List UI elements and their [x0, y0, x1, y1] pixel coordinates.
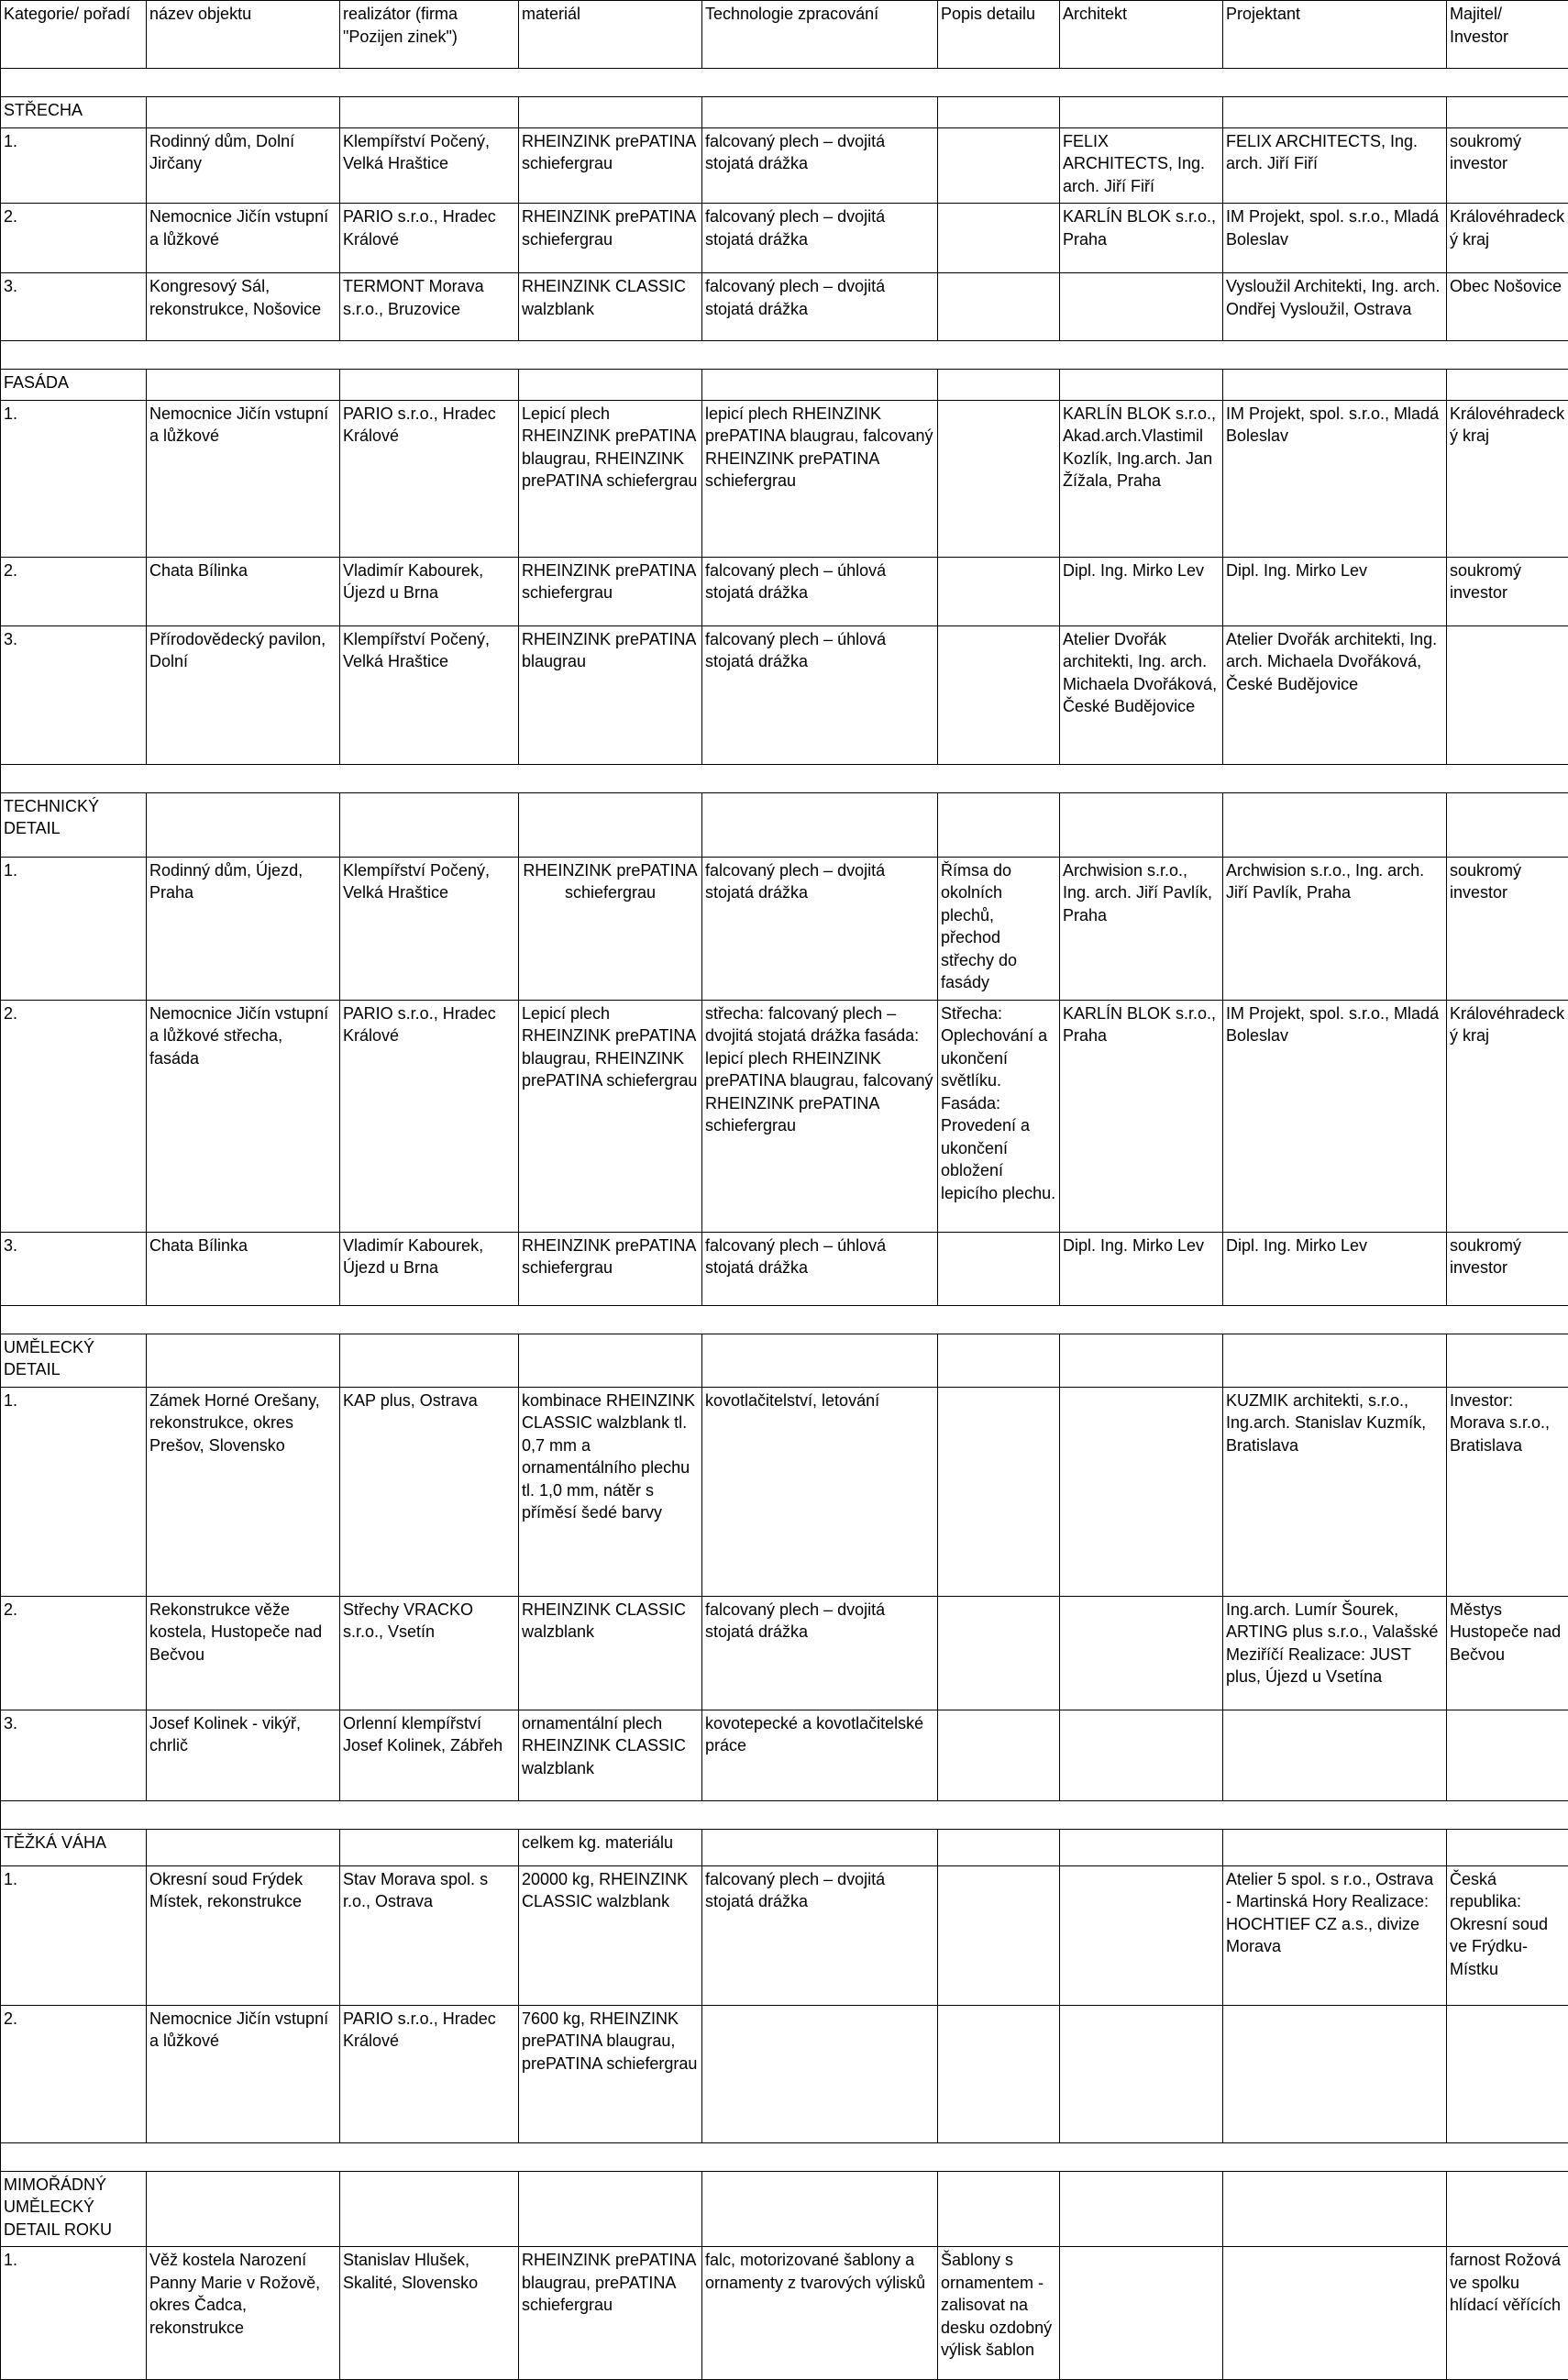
cell-owner: Královéhradecký kraj	[1447, 204, 1568, 273]
empty-cell	[702, 792, 938, 857]
empty-cell	[519, 792, 702, 857]
cell-owner	[1447, 1710, 1568, 1800]
cell-owner: Královéhradecký kraj	[1447, 400, 1568, 557]
cell-material: RHEINZINK prePATINA schiefergrau	[519, 1232, 702, 1305]
cell-technology: falcovaný plech – dvojitá stojatá drážka	[702, 1865, 938, 2005]
empty-cell	[340, 97, 519, 128]
cell-architect: Dipl. Ing. Mirko Lev	[1060, 557, 1223, 625]
empty-cell	[519, 2171, 702, 2247]
cell-category: 3.	[1, 1710, 147, 1800]
header-designer: Projektant	[1223, 1, 1447, 69]
cell-contractor: PARIO s.r.o., Hradec Králové	[340, 2005, 519, 2142]
cell-owner: soukromý investor	[1447, 557, 1568, 625]
cell-architect: Atelier Dvořák architekti, Ing. arch. Michaela Dvořáková, České Budějovice	[1060, 625, 1223, 764]
empty-cell	[938, 370, 1060, 401]
cell-object-name: Nemocnice Jičín vstupní a lůžkové	[147, 400, 340, 557]
section-head-material: celkem kg. materiálu	[519, 1829, 702, 1865]
empty-cell	[1223, 97, 1447, 128]
table-row	[1, 400, 1568, 557]
cell-category: 1.	[1, 127, 147, 204]
cell-owner: Česká republika: Okresní soud ve Frýdku-Místku	[1447, 1865, 1568, 2005]
cell-contractor: Střechy VRACKO s.r.o., Vsetín	[340, 1596, 519, 1710]
cell-object-name: Chata Bílinka	[147, 1232, 340, 1305]
cell-architect	[1060, 1387, 1223, 1596]
empty-cell	[340, 2171, 519, 2247]
gap-cell	[1, 1305, 1568, 1334]
section-title: STŘECHA	[1, 97, 147, 128]
empty-cell	[147, 1334, 340, 1387]
cell-technology: falcovaný plech – úhlová stojatá drážka	[702, 625, 938, 764]
cell-technology: kovotlačitelství, letování	[702, 1387, 938, 1596]
cell-category: 3.	[1, 625, 147, 764]
cell-contractor: Stav Morava spol. s r.o., Ostrava	[340, 1865, 519, 2005]
empty-cell	[519, 370, 702, 401]
section-title: TĚŽKÁ VÁHA	[1, 1829, 147, 1865]
table-row	[1, 1232, 1568, 1305]
cell-designer: Dipl. Ing. Mirko Lev	[1223, 557, 1447, 625]
cell-object-name: Chata Bílinka	[147, 557, 340, 625]
cell-detail	[938, 2005, 1060, 2142]
cell-detail	[938, 1596, 1060, 1710]
cell-detail: Římsa do okolních plechů, přechod střechy do fasády	[938, 857, 1060, 1000]
cell-detail	[938, 127, 1060, 204]
empty-cell	[1447, 792, 1568, 857]
cell-contractor: PARIO s.r.o., Hradec Králové	[340, 204, 519, 273]
cell-object-name: Rekonstrukce věže kostela, Hustopeče nad Bečvou	[147, 1596, 340, 1710]
cell-technology: kovotepecké a kovotlačitelské práce	[702, 1710, 938, 1800]
cell-architect: KARLÍN BLOK s.r.o., Praha	[1060, 204, 1223, 273]
section-title: UMĚLECKÝ DETAIL	[1, 1334, 147, 1387]
empty-cell	[938, 97, 1060, 128]
empty-cell	[702, 2171, 938, 2247]
empty-cell	[1223, 792, 1447, 857]
cell-material: Lepicí plech RHEINZINK prePATINA blaugrau, RHEINZINK prePATINA schiefergrau	[519, 1000, 702, 1232]
empty-cell	[702, 97, 938, 128]
cell-architect	[1060, 2247, 1223, 2380]
cell-architect	[1060, 273, 1223, 341]
cell-object-name: Nemocnice Jičín vstupní a lůžkové	[147, 2005, 340, 2142]
empty-cell	[1060, 1334, 1223, 1387]
empty-cell	[1447, 2171, 1568, 2247]
empty-cell	[340, 1334, 519, 1387]
empty-cell	[1060, 792, 1223, 857]
table-row	[1, 1865, 1568, 2005]
empty-cell	[147, 97, 340, 128]
empty-cell	[1447, 97, 1568, 128]
cell-material: ornamentální plech RHEINZINK CLASSIC walzblank	[519, 1710, 702, 1800]
cell-category: 3.	[1, 273, 147, 341]
gap-cell	[1, 341, 1568, 370]
cell-object-name: Rodinný dům, Újezd, Praha	[147, 857, 340, 1000]
cell-designer: IM Projekt, spol. s.r.o., Mladá Boleslav	[1223, 400, 1447, 557]
section-title: TECHNICKÝ DETAIL	[1, 792, 147, 857]
section-gap	[1, 1305, 1568, 1334]
cell-technology: falcovaný plech – dvojitá stojatá drážka	[702, 204, 938, 273]
empty-cell	[147, 370, 340, 401]
cell-owner	[1447, 2005, 1568, 2142]
table-row	[1, 2005, 1568, 2142]
cell-category: 1.	[1, 857, 147, 1000]
cell-designer: FELIX ARCHITECTS, Ing. arch. Jiří Fiří	[1223, 127, 1447, 204]
empty-cell	[1060, 370, 1223, 401]
cell-technology: falcovaný plech – dvojitá stojatá drážka	[702, 127, 938, 204]
gap-cell	[1, 69, 1568, 97]
empty-cell	[938, 2171, 1060, 2247]
cell-object-name: Rodinný dům, Dolní Jirčany	[147, 127, 340, 204]
cell-detail	[938, 1865, 1060, 2005]
cell-contractor: Stanislav Hlušek, Skalité, Slovensko	[340, 2247, 519, 2380]
empty-cell	[147, 2171, 340, 2247]
table-row	[1, 1596, 1568, 1710]
table-row	[1, 204, 1568, 273]
cell-detail	[938, 557, 1060, 625]
empty-cell	[1060, 1829, 1223, 1865]
cell-material: kombinace RHEINZINK CLASSIC walzblank tl. 0,7 mm a ornamentálního plechu tl. 1,0 mm, nátěr s příměsí šedé barvy	[519, 1387, 702, 1596]
header-detail: Popis detailu	[938, 1, 1060, 69]
cell-owner	[1447, 625, 1568, 764]
cell-material: RHEINZINK prePATINA schiefergrau	[519, 127, 702, 204]
section-gap	[1, 341, 1568, 370]
empty-cell	[938, 792, 1060, 857]
section-gap	[1, 1800, 1568, 1829]
table-row	[1, 127, 1568, 204]
empty-cell	[938, 1829, 1060, 1865]
cell-owner: Královéhradecký kraj	[1447, 1000, 1568, 1232]
cell-material: RHEINZINK prePATINA blaugrau	[519, 625, 702, 764]
cell-owner: Obec Nošovice	[1447, 273, 1568, 341]
empty-cell	[1223, 1829, 1447, 1865]
cell-technology: falcovaný plech – úhlová stojatá drážka	[702, 557, 938, 625]
table-row	[1, 273, 1568, 341]
cell-owner: soukromý investor	[1447, 1232, 1568, 1305]
cell-architect: FELIX ARCHITECTS, Ing. arch. Jiří Fiří	[1060, 127, 1223, 204]
cell-owner: soukromý investor	[1447, 857, 1568, 1000]
cell-category: 1.	[1, 2247, 147, 2380]
cell-designer: Vysloužil Architekti, Ing. arch. Ondřej Vysloužil, Ostrava	[1223, 273, 1447, 341]
empty-cell	[702, 370, 938, 401]
cell-architect	[1060, 1596, 1223, 1710]
cell-object-name: Nemocnice Jičín vstupní a lůžkové střecha, fasáda	[147, 1000, 340, 1232]
cell-category: 3.	[1, 1232, 147, 1305]
cell-technology: falcovaný plech – dvojitá stojatá drážka	[702, 1596, 938, 1710]
cell-owner: soukromý investor	[1447, 127, 1568, 204]
section-title-row	[1, 792, 1568, 857]
cell-object-name: Zámek Horné Orešany, rekonstrukce, okres Prešov, Slovensko	[147, 1387, 340, 1596]
table-row	[1, 1710, 1568, 1800]
table-row	[1, 857, 1568, 1000]
cell-designer: IM Projekt, spol. s.r.o., Mladá Boleslav	[1223, 204, 1447, 273]
cell-technology: falc, motorizované šablony a ornamenty z tvarových výlisků	[702, 2247, 938, 2380]
cell-architect: Dipl. Ing. Mirko Lev	[1060, 1232, 1223, 1305]
empty-cell	[1447, 370, 1568, 401]
header-owner: Majitel/ Investor	[1447, 1, 1568, 69]
cell-technology: falcovaný plech – dvojitá stojatá drážka	[702, 857, 938, 1000]
cell-material: RHEINZINK CLASSIC walzblank	[519, 1596, 702, 1710]
cell-category: 2.	[1, 2005, 147, 2142]
section-title: FASÁDA	[1, 370, 147, 401]
section-title-row	[1, 1829, 1568, 1865]
cell-technology	[702, 2005, 938, 2142]
cell-architect: KARLÍN BLOK s.r.o., Praha	[1060, 1000, 1223, 1232]
cell-category: 2.	[1, 1000, 147, 1232]
header-category: Kategorie/ pořadí	[1, 1, 147, 69]
cell-architect	[1060, 1710, 1223, 1800]
cell-material: Lepicí plech RHEINZINK prePATINA blaugrau, RHEINZINK prePATINA schiefergrau	[519, 400, 702, 557]
cell-material: 7600 kg, RHEINZINK prePATINA blaugrau, prePATINA schiefergrau	[519, 2005, 702, 2142]
empty-cell	[938, 1334, 1060, 1387]
cell-designer: Atelier Dvořák architekti, Ing. arch. Michaela Dvořáková, České Budějovice	[1223, 625, 1447, 764]
section-gap	[1, 764, 1568, 792]
cell-designer	[1223, 2247, 1447, 2380]
table-row	[1, 1000, 1568, 1232]
cell-detail	[938, 1387, 1060, 1596]
header-object-name: název objektu	[147, 1, 340, 69]
section-title-row	[1, 2171, 1568, 2247]
cell-category: 2.	[1, 204, 147, 273]
cell-category: 1.	[1, 400, 147, 557]
table-row	[1, 557, 1568, 625]
cell-owner: farnost Rožová ve spolku hlídací věřících	[1447, 2247, 1568, 2380]
cell-architect	[1060, 2005, 1223, 2142]
section-gap	[1, 2142, 1568, 2171]
section-title-row	[1, 370, 1568, 401]
empty-cell	[702, 1334, 938, 1387]
cell-detail: Střecha: Oplechování a ukončení světlíku. Fasáda: Provedení a ukončení obložení lepicího plechu.	[938, 1000, 1060, 1232]
cell-contractor: PARIO s.r.o., Hradec Králové	[340, 400, 519, 557]
cell-designer: KUZMIK architekti, s.r.o., Ing.arch. Stanislav Kuzmík, Bratislava	[1223, 1387, 1447, 1596]
cell-object-name: Okresní soud Frýdek Místek, rekonstrukce	[147, 1865, 340, 2005]
cell-category: 1.	[1, 1387, 147, 1596]
cell-contractor: PARIO s.r.o., Hradec Králové	[340, 1000, 519, 1232]
gap-cell	[1, 1800, 1568, 1829]
cell-contractor: Vladimír Kabourek, Újezd u Brna	[340, 1232, 519, 1305]
cell-detail	[938, 400, 1060, 557]
cell-technology: lepicí plech RHEINZINK prePATINA blaugrau, falcovaný RHEINZINK prePATINA schiefergrau	[702, 400, 938, 557]
cell-detail: Šablony s ornamentem - zalisovat na desku ozdobný výlisk šablon	[938, 2247, 1060, 2380]
cell-detail	[938, 273, 1060, 341]
cell-object-name: Věž kostela Narození Panny Marie v Rožově, okres Čadca, rekonstrukce	[147, 2247, 340, 2380]
cell-object-name: Josef Kolinek - vikýř, chrlič	[147, 1710, 340, 1800]
section-title-row	[1, 1334, 1568, 1387]
header-row	[1, 1, 1568, 69]
cell-contractor: Vladimír Kabourek, Újezd u Brna	[340, 557, 519, 625]
cell-designer: Archwision s.r.o., Ing. arch. Jiří Pavlík, Praha	[1223, 857, 1447, 1000]
gap-cell	[1, 2142, 1568, 2171]
cell-material: RHEINZINK prePATINA schiefergrau	[519, 204, 702, 273]
cell-contractor: Klempířství Počený, Velká Hraštice	[340, 857, 519, 1000]
cell-contractor: Klempířství Počený, Velká Hraštice	[340, 625, 519, 764]
cell-architect	[1060, 1865, 1223, 2005]
cell-designer: IM Projekt, spol. s.r.o., Mladá Boleslav	[1223, 1000, 1447, 1232]
section-title: MIMOŘÁDNÝ UMĚLECKÝ DETAIL ROKU	[1, 2171, 147, 2247]
empty-cell	[519, 97, 702, 128]
header-technology: Technologie zpracování	[702, 1, 938, 69]
empty-cell	[1447, 1829, 1568, 1865]
cell-material: RHEINZINK prePATINA schiefergrau	[519, 857, 702, 1000]
empty-cell	[340, 370, 519, 401]
header-architect: Architekt	[1060, 1, 1223, 69]
empty-cell	[1223, 370, 1447, 401]
empty-cell	[340, 792, 519, 857]
empty-cell	[1223, 1334, 1447, 1387]
cell-category: 2.	[1, 1596, 147, 1710]
section-gap	[1, 69, 1568, 97]
cell-material: RHEINZINK prePATINA schiefergrau	[519, 557, 702, 625]
table-row	[1, 1387, 1568, 1596]
cell-architect: Archwision s.r.o., Ing. arch. Jiří Pavlík, Praha	[1060, 857, 1223, 1000]
header-contractor: realizátor (firma "Pozijen zinek")	[340, 1, 519, 69]
cell-contractor: Orlenní klempířství Josef Kolinek, Zábřeh	[340, 1710, 519, 1800]
table-row	[1, 625, 1568, 764]
empty-cell	[519, 1334, 702, 1387]
cell-owner: Investor: Morava s.r.o., Bratislava	[1447, 1387, 1568, 1596]
cell-contractor: TERMONT Morava s.r.o., Bruzovice	[340, 273, 519, 341]
cell-designer	[1223, 1710, 1447, 1800]
section-title-row	[1, 97, 1568, 128]
cell-designer: Dipl. Ing. Mirko Lev	[1223, 1232, 1447, 1305]
cell-object-name: Kongresový Sál, rekonstrukce, Nošovice	[147, 273, 340, 341]
cell-material: RHEINZINK CLASSIC walzblank	[519, 273, 702, 341]
cell-detail	[938, 204, 1060, 273]
empty-cell	[702, 1829, 938, 1865]
cell-object-name: Nemocnice Jičín vstupní a lůžkové	[147, 204, 340, 273]
cell-detail	[938, 1710, 1060, 1800]
empty-cell	[1060, 2171, 1223, 2247]
cell-designer	[1223, 2005, 1447, 2142]
cell-technology: střecha: falcovaný plech – dvojitá stojatá drážka fasáda: lepicí plech RHEINZINK prePATINA blaugrau, falcovaný RHEINZINK prePATINA schiefergrau	[702, 1000, 938, 1232]
table-row	[1, 2247, 1568, 2380]
empty-cell	[1223, 2171, 1447, 2247]
cell-owner: Městys Hustopeče nad Bečvou	[1447, 1596, 1568, 1710]
cell-detail	[938, 625, 1060, 764]
cell-object-name: Přírodovědecký pavilon, Dolní	[147, 625, 340, 764]
header-material: materiál	[519, 1, 702, 69]
cell-contractor: Klempířství Počený, Velká Hraštice	[340, 127, 519, 204]
cell-technology: falcovaný plech – dvojitá stojatá drážka	[702, 273, 938, 341]
cell-category: 2.	[1, 557, 147, 625]
empty-cell	[340, 1829, 519, 1865]
cell-designer: Ing.arch. Lumír Šourek, ARTING plus s.r.o., Valašské Meziříčí Realizace: JUST plus, Újezd u Vsetína	[1223, 1596, 1447, 1710]
cell-designer: Atelier 5 spol. s r.o., Ostrava - Martinská Hory Realizace: HOCHTIEF CZ a.s., divize Morava	[1223, 1865, 1447, 2005]
cell-detail	[938, 1232, 1060, 1305]
empty-cell	[1447, 1334, 1568, 1387]
cell-architect: KARLÍN BLOK s.r.o., Akad.arch.Vlastimil Kozlík, Ing.arch. Jan Žížala, Praha	[1060, 400, 1223, 557]
cell-material: 20000 kg, RHEINZINK CLASSIC walzblank	[519, 1865, 702, 2005]
cell-material: RHEINZINK prePATINA blaugrau, prePATINA schiefergrau	[519, 2247, 702, 2380]
cell-category: 1.	[1, 1865, 147, 2005]
empty-cell	[147, 792, 340, 857]
gap-cell	[1, 764, 1568, 792]
cell-contractor: KAP plus, Ostrava	[340, 1387, 519, 1596]
empty-cell	[1060, 97, 1223, 128]
cell-technology: falcovaný plech – úhlová stojatá drážka	[702, 1232, 938, 1305]
empty-cell	[147, 1829, 340, 1865]
